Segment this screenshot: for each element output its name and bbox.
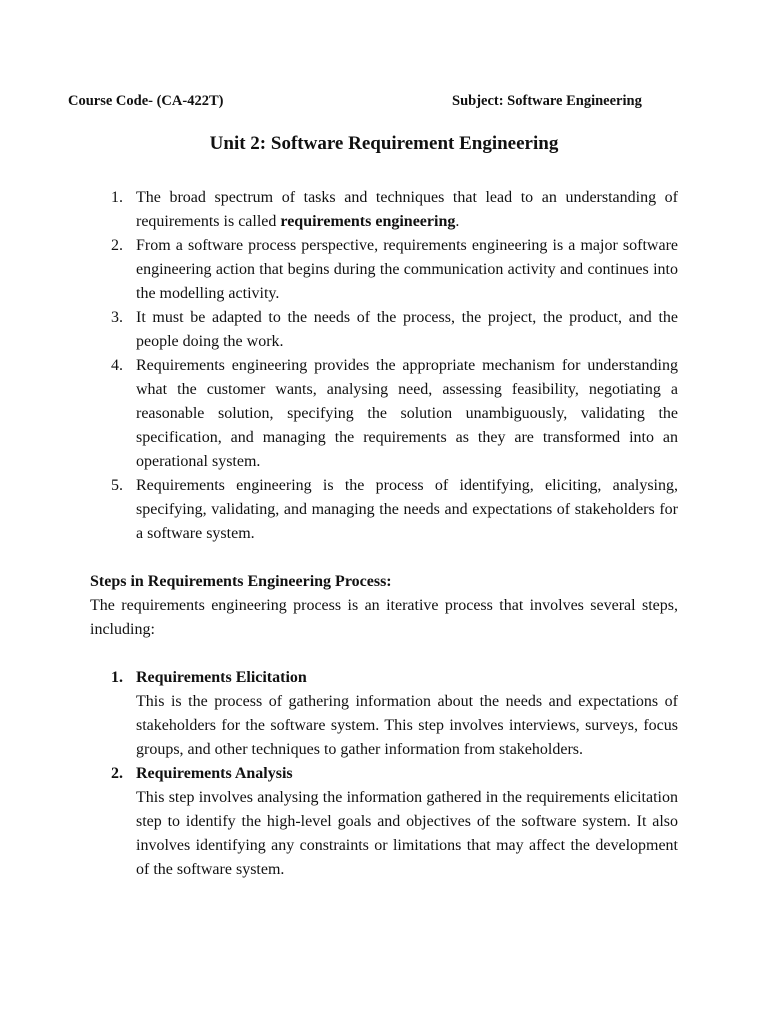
list-item-text: From a software process perspective, requirements engineering is a major software engineering action that begins during the communication activity and continues into the modelling activity.	[136, 237, 678, 302]
step-description: This step involves analysing the information gathered in the requirements elicitation step to identify the high-level goals and objectives of the software system. It also involves identifying any constraints or limitations that may affect the development of the software system.	[136, 789, 678, 878]
list-item-text: The broad spectrum of tasks and techniques that lead to an understanding of requirements is called requirements engineering.	[136, 189, 678, 230]
list-item-number: 3.	[111, 309, 123, 326]
list-item-number: 5.	[111, 477, 123, 494]
list-item-number: 2.	[111, 237, 123, 254]
step-title: Requirements Analysis	[136, 765, 293, 782]
list-item-text: Requirements engineering provides the appropriate mechanism for understanding what the customer wants, analysing need, assessing feasibility, negotiating a reasonable solution, specifying the solution unambiguously, validating the specification, and managing the requirements as they are transformed into an operational system.	[136, 357, 678, 470]
document-body	[90, 186, 678, 882]
list-item-text: It must be adapted to the needs of the process, the project, the product, and the people doing the work.	[136, 309, 678, 350]
unit-title: Unit 2: Software Requirement Engineering	[209, 133, 559, 154]
intro-points-list	[90, 186, 678, 546]
list-item-number: 1.	[111, 189, 123, 206]
step-item	[90, 762, 678, 882]
list-item-number: 4.	[111, 357, 123, 374]
list-item	[90, 306, 678, 354]
step-title: Requirements Elicitation	[136, 669, 307, 686]
section-intro: The requirements engineering process is an iterative process that involves several steps, including:	[90, 597, 678, 638]
section-heading: Steps in Requirements Engineering Process:	[90, 573, 392, 590]
step-item	[90, 666, 678, 762]
step-number: 2.	[111, 765, 123, 782]
course-code: Course Code- (CA-422T)	[68, 93, 224, 109]
list-item	[90, 354, 678, 474]
subject: Subject: Software Engineering	[452, 93, 642, 109]
bold-term: requirements engineering	[280, 213, 456, 230]
list-item-text: Requirements engineering is the process of identifying, eliciting, analysing, specifying, validating, and managing the needs and expectations of stakeholders for a software system.	[136, 477, 678, 542]
list-item	[90, 474, 678, 546]
list-item	[90, 186, 678, 234]
step-description: This is the process of gathering information about the needs and expectations of stakeholders for the software system. This step involves interviews, surveys, focus groups, and other techniques to gather information from stakeholders.	[136, 693, 678, 758]
steps-list	[90, 666, 678, 882]
step-number: 1.	[111, 669, 123, 686]
list-item	[90, 234, 678, 306]
page-header	[68, 93, 648, 113]
